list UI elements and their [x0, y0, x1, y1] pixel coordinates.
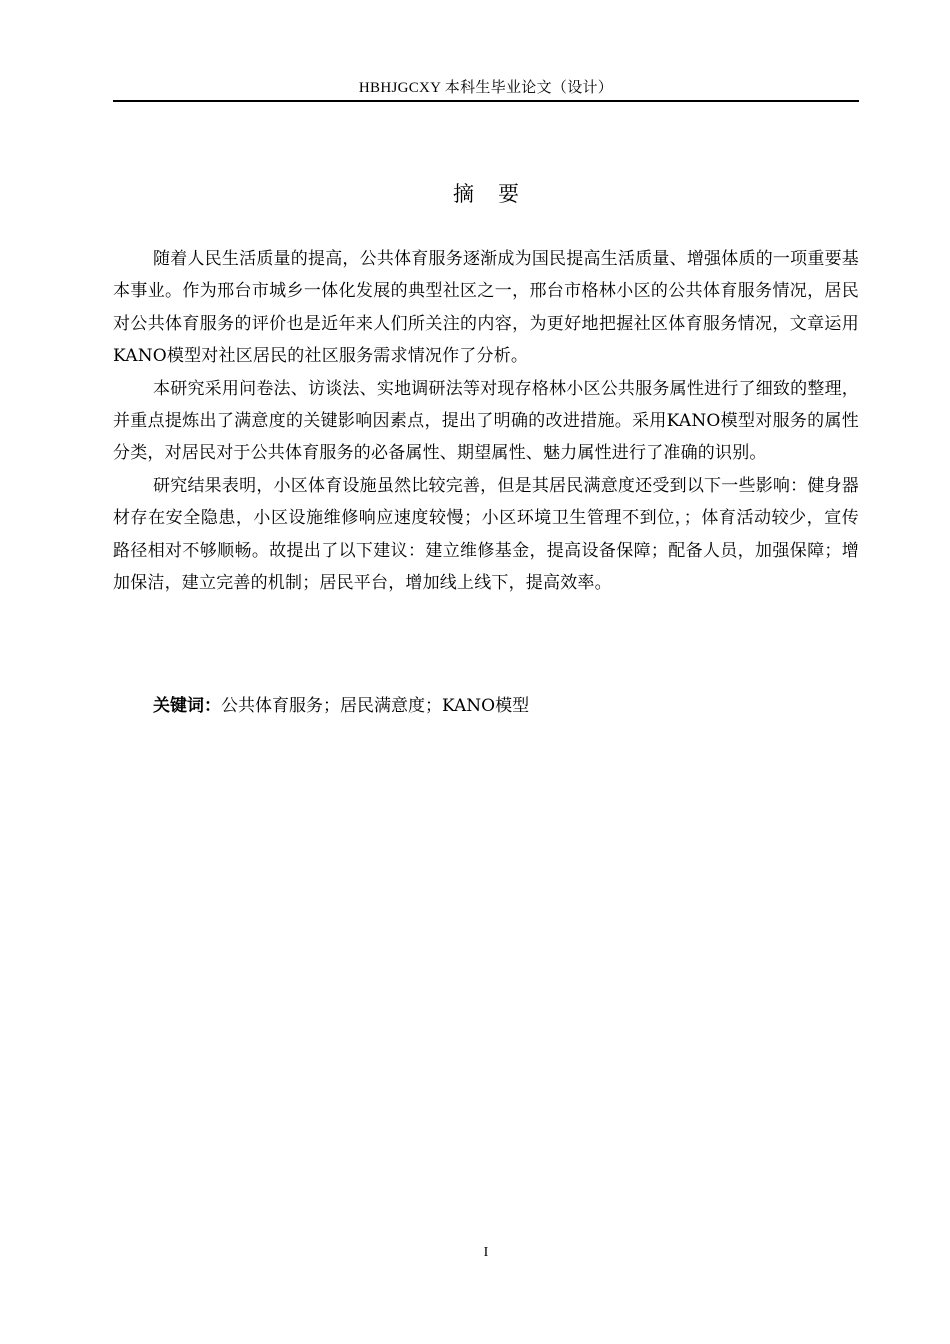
- keywords-label: 关键词：: [153, 696, 221, 716]
- page-number: I: [483, 1245, 489, 1260]
- abstract-paragraph-1: 随着人民生活质量的提高，公共体育服务逐渐成为国民提高生活质量、增强体质的一项重要基本事业。作为邢台市城乡一体化发展的典型社区之一，邢台市格林小区的公共体育服务情况，居民对公共体育服务的评价也是近年来人们所关注的内容，为更好地把握社区体育服务情况，文章运用KANO模型对社区居民的社区服务需求情况作了分析。: [113, 249, 859, 367]
- keywords-line: [153, 690, 859, 722]
- abstract-paragraph-2: 本研究采用问卷法、访谈法、实地调研法等对现存格林小区公共服务属性进行了细致的整理，并重点提炼出了满意度的关键影响因素点，提出了明确的改进措施。采用KANO模型对服务的属性分类，对居民对于公共体育服务的必备属性、期望属性、魅力属性进行了准确的识别。: [113, 378, 859, 464]
- running-header: HBHJGCXY 本科生毕业论文（设计）: [358, 80, 614, 96]
- abstract-paragraph-3: 研究结果表明，小区体育设施虽然比较完善，但是其居民满意度还受到以下一些影响：健身器材存在安全隐患，小区设施维修响应速度较慢；小区环境卫生管理不到位，；体育活动较少，宣传路径相对不够顺畅。故提出了以下建议：建立维修基金，提高设备保障；配备人员，加强保障；增加保洁，建立完善的机制；居民平台，增加线上线下，提高效率。: [113, 475, 859, 594]
- abstract-title: 摘要: [453, 182, 543, 206]
- abstract-body: [113, 243, 859, 599]
- keywords-value: 公共体育服务；居民满意度；KANO模型: [221, 696, 530, 716]
- header-rule: [113, 100, 859, 102]
